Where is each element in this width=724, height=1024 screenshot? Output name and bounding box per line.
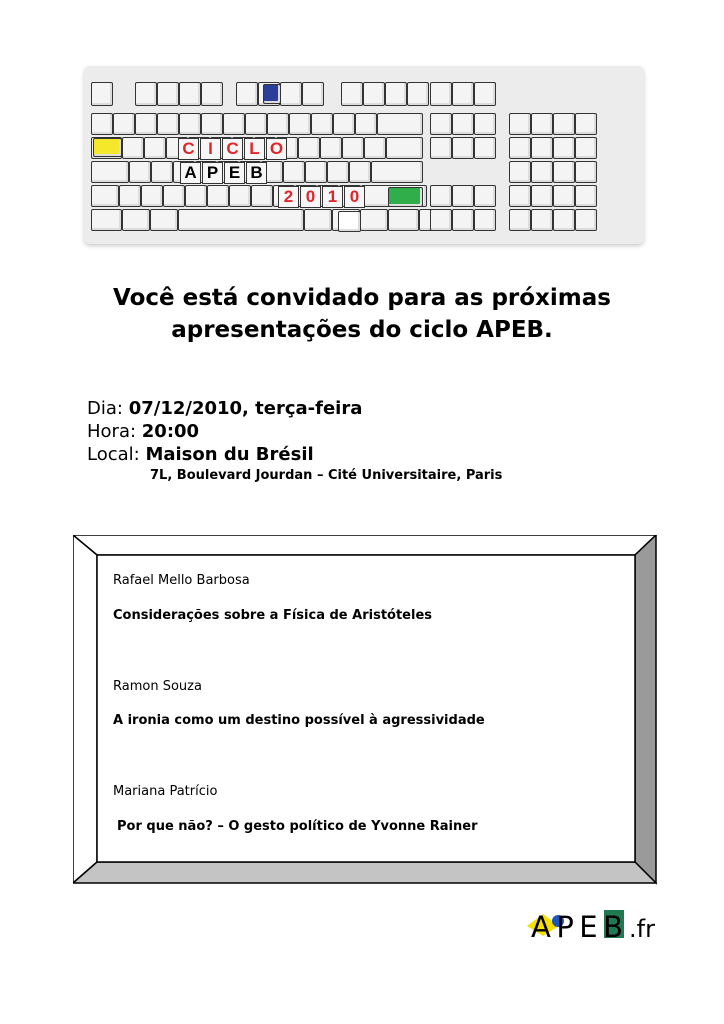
- keyboard-key: [509, 161, 531, 183]
- keyboard-key: [452, 113, 474, 135]
- keyboard-key: [289, 113, 311, 135]
- date-line: Dia: 07/12/2010, terça-feira: [87, 398, 363, 419]
- key-letter: 1: [322, 186, 343, 208]
- key-letter: C: [222, 138, 243, 160]
- talk-title: Considerações sobre a Física de Aristóteles: [113, 608, 433, 623]
- keyboard-key: [144, 137, 166, 159]
- speaker-name: Rafael Mello Barbosa: [113, 573, 250, 588]
- key-letter: C: [178, 138, 199, 160]
- talk-title: A ironia como um destino possível à agressividade: [113, 713, 485, 728]
- keyboard-key: [430, 185, 452, 207]
- keyboard-key: [333, 113, 355, 135]
- keyboard-key: [245, 113, 267, 135]
- keyboard-key: [531, 161, 553, 183]
- keyboard-key: [141, 185, 163, 207]
- keyboard-key: [129, 161, 151, 183]
- keyboard-key: [320, 137, 342, 159]
- keyboard-key: [531, 113, 553, 135]
- keyboard-key: [363, 82, 385, 106]
- keyboard-key: [122, 209, 150, 231]
- keyboard-key: [119, 185, 141, 207]
- keyboard-key: [223, 113, 245, 135]
- keyboard-key: [298, 137, 320, 159]
- keyboard-key: [553, 185, 575, 207]
- keyboard-key: [452, 185, 474, 207]
- keyboard-key: [386, 137, 423, 159]
- keyboard-key: [452, 82, 474, 106]
- keyboard-key: [509, 209, 531, 231]
- address: 7L, Boulevard Jourdan – Cité Universitaire, Paris: [150, 468, 503, 483]
- keyboard-key: [267, 113, 289, 135]
- keyboard-key: [509, 137, 531, 159]
- keyboard-key: [91, 161, 129, 183]
- keyboard-key: [135, 113, 157, 135]
- keyboard-key: [430, 82, 452, 106]
- keyboard-key: [327, 161, 349, 183]
- keyboard-key: [179, 113, 201, 135]
- key-letter: 0: [344, 186, 365, 208]
- key-letter: E: [224, 162, 245, 184]
- keyboard-key: [341, 82, 363, 106]
- keyboard-key: [452, 209, 474, 231]
- keyboard-key: [91, 185, 119, 207]
- keyboard-key: [236, 82, 258, 106]
- key-letter: 2: [278, 186, 299, 208]
- keyboard-key: [91, 113, 113, 135]
- location-line: Local: Maison du Brésil: [87, 444, 314, 465]
- keyboard-key: [201, 82, 223, 106]
- keyboard-key: [311, 113, 333, 135]
- keyboard-key: [509, 185, 531, 207]
- keyboard-key: [178, 209, 304, 231]
- keyboard-key: [553, 113, 575, 135]
- key-letter: I: [200, 138, 221, 160]
- keyboard-key: [342, 137, 364, 159]
- keyboard-key: [553, 137, 575, 159]
- keyboard-key: [150, 209, 178, 231]
- keyboard-key: [388, 209, 419, 231]
- page-title: Você está convidado para as próximas apresentações do ciclo APEB.: [113, 285, 611, 343]
- keyboard-key: [474, 185, 496, 207]
- keyboard-key: [364, 137, 386, 159]
- keyboard-key: [280, 82, 302, 106]
- keyboard-key: [531, 209, 553, 231]
- keyboard-key: [302, 82, 324, 106]
- keyboard-key: [283, 161, 305, 183]
- key-letter: L: [244, 138, 265, 160]
- keyboard-key: [371, 161, 423, 183]
- keyboard-key: [157, 82, 179, 106]
- keyboard-key: [207, 185, 229, 207]
- keyboard-key: [185, 185, 207, 207]
- keyboard-key: [305, 161, 327, 183]
- key-letter: A: [180, 162, 201, 184]
- speaker-name: Ramon Souza: [113, 679, 202, 694]
- key-letter: 0: [300, 186, 321, 208]
- keyboard-key: [360, 209, 388, 231]
- svg-text:APEB: APEB: [531, 910, 623, 944]
- keyboard-key: [251, 185, 273, 207]
- keyboard-key: [509, 113, 531, 135]
- keyboard-key: [575, 209, 597, 231]
- keyboard-key: [430, 113, 452, 135]
- keyboard-key: [474, 82, 496, 106]
- svg-text:.fr: .fr: [629, 915, 655, 943]
- key-letter: P: [202, 162, 223, 184]
- key-letter: B: [246, 162, 267, 184]
- keyboard-key: [113, 113, 135, 135]
- key-letter: O: [266, 138, 287, 160]
- white-key: [338, 211, 361, 232]
- keyboard-key: [575, 137, 597, 159]
- keyboard-key: [474, 137, 496, 159]
- keyboard-key: [179, 82, 201, 106]
- keyboard-illustration: [84, 66, 644, 244]
- keyboard-key: [385, 82, 407, 106]
- keyboard-key: [474, 209, 496, 231]
- green-key: [388, 187, 423, 207]
- keyboard-key: [229, 185, 251, 207]
- keyboard-key: [157, 113, 179, 135]
- keyboard-key: [122, 137, 144, 159]
- time-line: Hora: 20:00: [87, 421, 200, 442]
- keyboard-key: [349, 161, 371, 183]
- blue-key: [263, 84, 281, 104]
- keyboard-key: [135, 82, 157, 106]
- keyboard-key: [91, 209, 122, 231]
- keyboard-key: [304, 209, 332, 231]
- keyboard-key: [575, 113, 597, 135]
- keyboard-key: [201, 113, 223, 135]
- keyboard-key: [355, 113, 377, 135]
- keyboard-key: [377, 113, 423, 135]
- keyboard-key: [151, 161, 173, 183]
- keyboard-key: [430, 209, 452, 231]
- keyboard-key: [575, 185, 597, 207]
- keyboard-key: [575, 161, 597, 183]
- keyboard-key: [452, 137, 474, 159]
- keyboard-key: [163, 185, 185, 207]
- keyboard-key: [531, 137, 553, 159]
- keyboard-key: [407, 82, 429, 106]
- keyboard-key: [531, 185, 553, 207]
- keyboard-key: [553, 161, 575, 183]
- speaker-name: Mariana Patrício: [113, 784, 218, 799]
- keyboard-key: [91, 82, 113, 106]
- yellow-key: [93, 138, 122, 157]
- keyboard-key: [430, 137, 452, 159]
- keyboard-key: [553, 209, 575, 231]
- talk-title: Por que não? – O gesto político de Yvonne Rainer: [117, 819, 478, 834]
- apeb-logo: [525, 906, 655, 946]
- keyboard-key: [474, 113, 496, 135]
